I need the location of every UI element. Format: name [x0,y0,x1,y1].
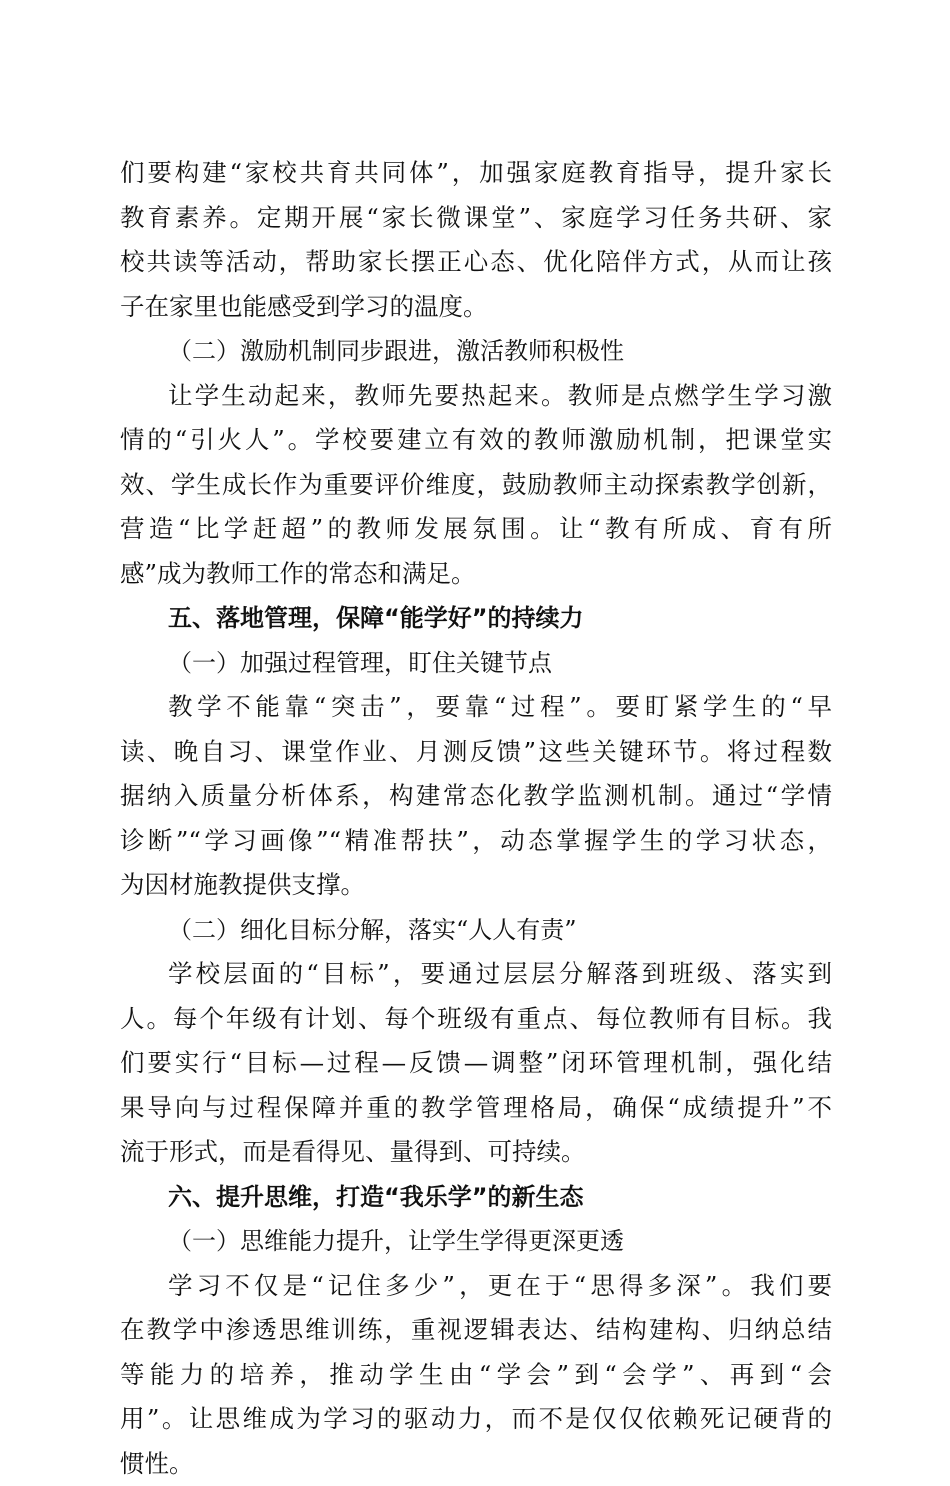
document-page [120,151,832,1486]
paragraph-line: 效、学生成长作为重要评价维度，鼓励教师主动探索教学创新， [120,463,832,508]
paragraph-line: 感”成为教师工作的常态和满足。 [120,552,832,597]
paragraph-line: 学习不仅是“记住多少”，更在于“思得多深”。我们要 [120,1264,832,1309]
section-heading: 五、落地管理，保障“能学好”的持续力 [120,596,832,641]
paragraph-line: 校共读等活动，帮助家长摆正心态、优化陪伴方式，从而让孩 [120,240,832,285]
paragraph-line: 营造“比学赶超”的教师发展氛围。让“教有所成、育有所 [120,507,832,552]
paragraph-line: 等能力的培养，推动学生由“学会”到“会学”、再到“会 [120,1353,832,1398]
paragraph-line: 情的“引火人”。学校要建立有效的教师激励机制，把课堂实 [120,418,832,463]
paragraph-line: 用”。让思维成为学习的驱动力，而不是仅仅依赖死记硬背的 [120,1397,832,1442]
paragraph-line: 诊断”“学习画像”“精准帮扶”，动态掌握学生的学习状态， [120,819,832,864]
paragraph-line: 们要构建“家校共育共同体”，加强家庭教育指导，提升家长 [120,151,832,196]
paragraph-line: 们要实行“目标—过程—反馈—调整”闭环管理机制，强化结 [120,1041,832,1086]
paragraph-line: 子在家里也能感受到学习的温度。 [120,285,832,330]
paragraph-line: 让学生动起来，教师先要热起来。教师是点燃学生学习激 [120,374,832,419]
subheading: （一）思维能力提升，让学生学得更深更透 [120,1219,832,1264]
subheading: （二）细化目标分解，落实“人人有责” [120,908,832,953]
paragraph-line: 为因材施教提供支撑。 [120,863,832,908]
paragraph-line: 流于形式，而是看得见、量得到、可持续。 [120,1130,832,1175]
paragraph-line: 教学不能靠“突击”，要靠“过程”。要盯紧学生的“早 [120,685,832,730]
paragraph-line: 读、晚自习、课堂作业、月测反馈”这些关键环节。将过程数 [120,730,832,775]
paragraph-line: 惯性。 [120,1442,832,1486]
paragraph-line: 学校层面的“目标”，要通过层层分解落到班级、落实到 [120,952,832,997]
paragraph-line: 在教学中渗透思维训练，重视逻辑表达、结构建构、归纳总结 [120,1308,832,1353]
section-heading: 六、提升思维，打造“我乐学”的新生态 [120,1175,832,1220]
subheading: （一）加强过程管理，盯住关键节点 [120,641,832,686]
subheading: （二）激励机制同步跟进，激活教师积极性 [120,329,832,374]
paragraph-line: 教育素养。定期开展“家长微课堂”、家庭学习任务共研、家 [120,196,832,241]
paragraph-line: 人。每个年级有计划、每个班级有重点、每位教师有目标。我 [120,997,832,1042]
paragraph-line: 果导向与过程保障并重的教学管理格局，确保“成绩提升”不 [120,1086,832,1131]
paragraph-line: 据纳入质量分析体系，构建常态化教学监测机制。通过“学情 [120,774,832,819]
